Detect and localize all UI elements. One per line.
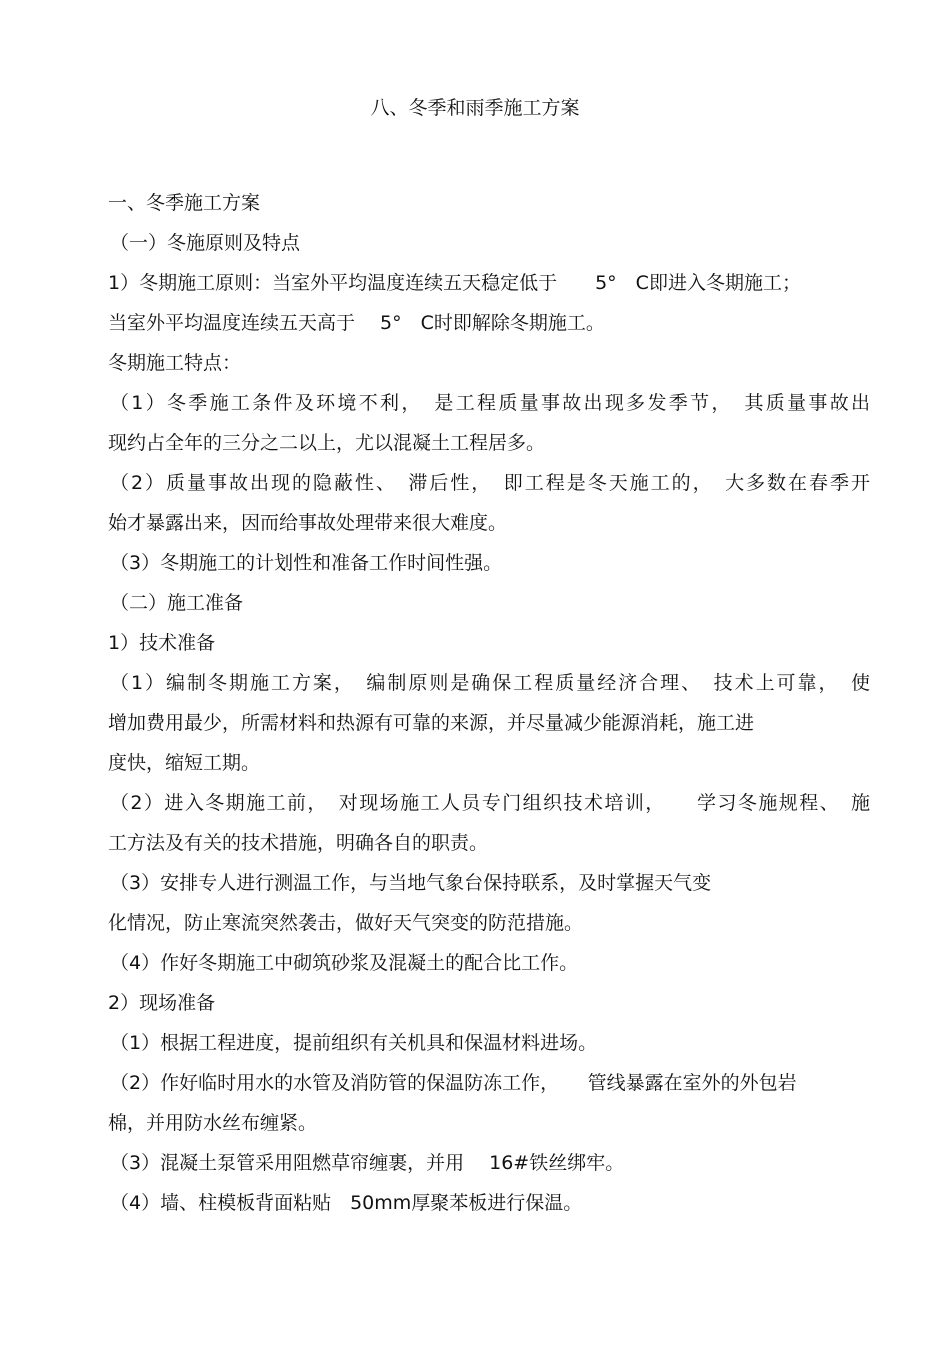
paragraph-line: （2）作好临时用水的水管及消防管的保温防冻工作， 管线暴露在室外的外包岩: [110, 1072, 797, 1094]
paragraph-line: （2）进入冬期施工前， 对现场施工人员专门组织技术培训， 学习冬施规程、 施: [110, 792, 870, 814]
paragraph-line: 当室外平均温度连续五天高于 5° C时即解除冬期施工。: [108, 312, 605, 334]
paragraph-line: （1）根据工程进度，提前组织有关机具和保温材料进场。: [110, 1032, 598, 1054]
paragraph-line: （2）质量事故出现的隐蔽性、 滞后性， 即工程是冬天施工的， 大多数在春季开: [110, 472, 870, 494]
paragraph-line: 始才暴露出来，因而给事故处理带来很大难度。: [108, 512, 508, 534]
paragraph-line: （3）冬期施工的计划性和准备工作时间性强。: [110, 552, 503, 574]
paragraph-line: （1）冬季施工条件及环境不利， 是工程质量事故出现多发季节， 其质量事故出: [110, 392, 870, 414]
paragraph-heading-technical: 1）技术准备: [108, 632, 216, 654]
paragraph-heading-site: 2）现场准备: [108, 992, 216, 1014]
paragraph-line: （1）编制冬期施工方案， 编制原则是确保工程质量经济合理、 技术上可靠， 使: [110, 672, 870, 694]
paragraph-line: 工方法及有关的技术措施，明确各自的职责。: [108, 832, 489, 854]
paragraph-line: 增加费用最少，所需材料和热源有可靠的来源，并尽量减少能源消耗，施工进: [108, 712, 755, 734]
paragraph-line: （3）混凝土泵管采用阻燃草帘缠裹，并用 16#铁丝绑牢。: [110, 1152, 625, 1174]
paragraph-line: （4）作好冬期施工中砌筑砂浆及混凝土的配合比工作。: [110, 952, 579, 974]
subsection-heading-preparation: （二）施工准备: [110, 592, 244, 614]
paragraph-line: 化情况，防止寒流突然袭击，做好天气突变的防范措施。: [108, 912, 584, 934]
paragraph-line: 度快，缩短工期。: [108, 752, 261, 774]
section-heading-winter: 一、冬季施工方案: [108, 192, 261, 214]
paragraph-line: 棉，并用防水丝布缠紧。: [108, 1112, 318, 1134]
paragraph-line: （4）墙、柱模板背面粘贴 50mm厚聚苯板进行保温。: [110, 1192, 583, 1214]
document-title: 八、冬季和雨季施工方案: [370, 97, 580, 119]
paragraph-heading-features: 冬期施工特点：: [108, 352, 242, 374]
paragraph-line: 现约占全年的三分之二以上，尤以混凝土工程居多。: [108, 432, 546, 454]
subsection-heading-principles: （一）冬施原则及特点: [110, 232, 301, 254]
paragraph-line: （3）安排专人进行测温工作，与当地气象台保持联系，及时掌握天气变: [110, 872, 712, 894]
paragraph-line: 1）冬期施工原则：当室外平均温度连续五天稳定低于 5° C即进入冬期施工；: [108, 272, 801, 294]
